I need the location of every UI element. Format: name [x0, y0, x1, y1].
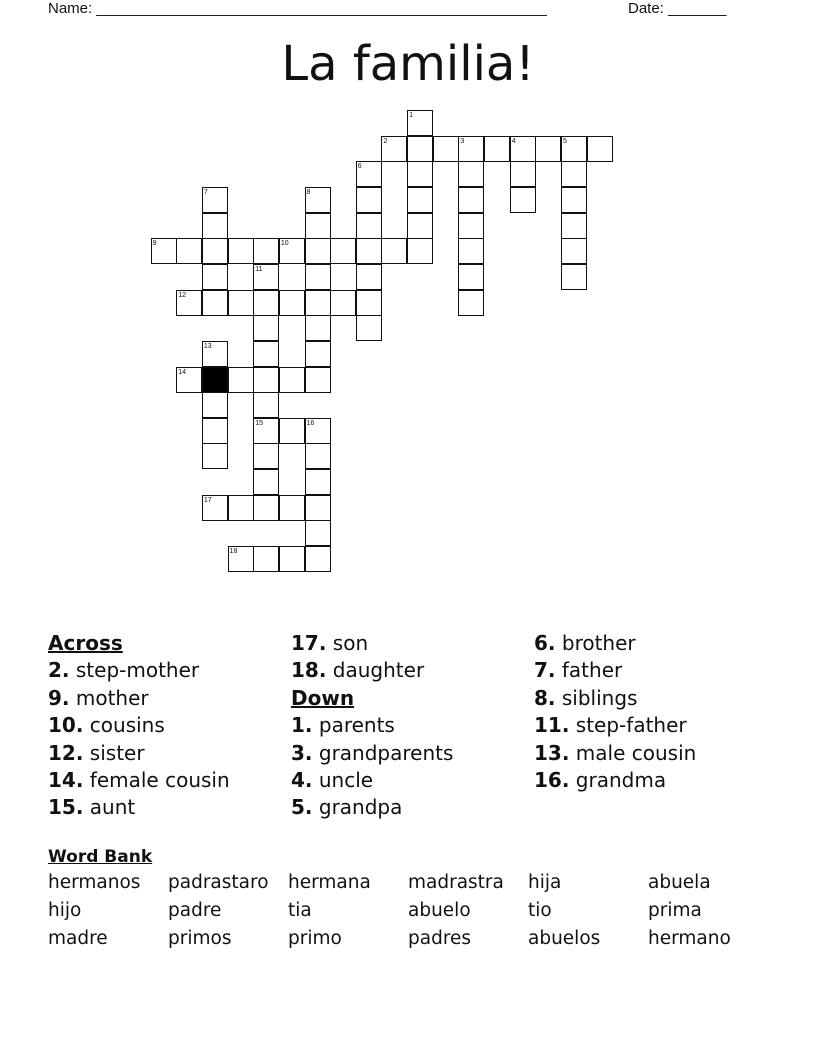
grid-cell[interactable]	[561, 161, 587, 187]
grid-cell[interactable]	[253, 392, 279, 418]
clue-item-number: 5.	[291, 795, 313, 820]
clue-item	[48, 712, 288, 739]
word-bank-word: hijo	[48, 900, 82, 921]
clue-number: 2	[383, 137, 388, 145]
word-bank-word: tia	[288, 900, 312, 921]
grid-cell[interactable]	[356, 213, 382, 239]
grid-cell[interactable]	[305, 315, 331, 341]
clue-item-number: 9.	[48, 685, 70, 710]
clue-item-number: 14.	[48, 768, 84, 793]
down-heading: Down	[291, 685, 355, 710]
grid-cell[interactable]	[305, 469, 331, 495]
clue-item	[534, 685, 774, 712]
clue-item-text: siblings	[555, 685, 638, 710]
clues-column-1	[48, 630, 288, 822]
grid-cell[interactable]	[407, 238, 433, 264]
grid-cell[interactable]	[330, 238, 356, 264]
grid-cell[interactable]	[381, 136, 407, 162]
grid-cell[interactable]	[305, 213, 331, 239]
grid-cell[interactable]	[202, 213, 228, 239]
grid-cell[interactable]	[356, 290, 382, 316]
grid-cell[interactable]	[305, 367, 331, 393]
grid-cell[interactable]	[305, 187, 331, 213]
grid-cell[interactable]	[253, 443, 279, 469]
grid-cell[interactable]	[305, 264, 331, 290]
grid-cell[interactable]	[202, 290, 228, 316]
grid-cell[interactable]	[202, 341, 228, 367]
grid-cell[interactable]	[458, 136, 484, 162]
grid-cell[interactable]	[407, 213, 433, 239]
grid-cell[interactable]	[228, 495, 254, 521]
grid-cell[interactable]	[202, 418, 228, 444]
name-field[interactable]: Name: ______________________________________________________	[48, 0, 547, 17]
grid-cell[interactable]	[253, 264, 279, 290]
word-bank-row	[48, 928, 788, 956]
grid-cell[interactable]	[279, 367, 305, 393]
grid-cell[interactable]	[253, 315, 279, 341]
page-title: La familia!	[281, 36, 535, 92]
grid-cell[interactable]	[458, 290, 484, 316]
grid-cell[interactable]	[305, 443, 331, 469]
grid-cell[interactable]	[253, 495, 279, 521]
clue-item-text: grandpa	[312, 795, 403, 820]
grid-cell[interactable]	[407, 136, 433, 162]
word-bank-row	[48, 872, 788, 900]
clue-item-text: uncle	[312, 768, 374, 793]
word-bank-word: abuelos	[528, 928, 601, 949]
clue-item	[534, 630, 774, 657]
grid-cell[interactable]	[228, 290, 254, 316]
clue-number: 4	[511, 137, 516, 145]
clues-column-2	[291, 630, 531, 822]
grid-cell[interactable]	[587, 136, 613, 162]
grid-cell[interactable]	[381, 238, 407, 264]
grid-cell[interactable]	[458, 213, 484, 239]
grid-cell[interactable]	[305, 238, 331, 264]
clue-number: 8	[306, 188, 311, 196]
grid-cell[interactable]	[202, 443, 228, 469]
clue-item-text: grandparents	[312, 740, 454, 765]
clue-item	[48, 740, 288, 767]
clue-item-number: 6.	[534, 631, 556, 655]
word-bank	[48, 872, 788, 956]
grid-cell[interactable]	[176, 367, 202, 393]
clue-item	[48, 685, 288, 712]
grid-cell[interactable]	[202, 392, 228, 418]
grid-cell[interactable]	[407, 161, 433, 187]
grid-cell[interactable]	[458, 264, 484, 290]
grid-cell[interactable]	[305, 290, 331, 316]
clue-item	[291, 630, 531, 657]
grid-cell[interactable]	[330, 290, 356, 316]
clue-number: 9	[152, 240, 157, 248]
clue-number: 13	[203, 342, 212, 350]
clue-item	[534, 657, 774, 684]
clue-item-number: 12.	[48, 740, 84, 765]
clue-item-number: 15.	[48, 795, 84, 820]
clue-item	[48, 767, 288, 794]
clue-number: 11	[255, 265, 263, 273]
clue-item-number: 8.	[534, 685, 556, 710]
across-heading: Across	[48, 631, 123, 655]
grid-cell[interactable]	[279, 495, 305, 521]
word-bank-word: madrastra	[408, 872, 504, 893]
grid-cell[interactable]	[561, 264, 587, 290]
clue-item	[291, 740, 531, 767]
clue-item-number: 16.	[534, 768, 570, 793]
grid-cell[interactable]	[433, 136, 459, 162]
clue-item	[291, 794, 531, 821]
clue-item-number: 3.	[291, 740, 313, 765]
word-bank-word: hermanos	[48, 872, 141, 893]
clue-item-text: step-father	[569, 713, 687, 738]
word-bank-word: tio	[528, 900, 552, 921]
clue-item-text: daughter	[326, 658, 425, 683]
clue-number: 15	[255, 419, 263, 427]
grid-cell[interactable]	[305, 418, 331, 444]
word-bank-word: madre	[48, 928, 108, 949]
grid-cell[interactable]	[253, 341, 279, 367]
grid-cell[interactable]	[458, 187, 484, 213]
clue-number: 14	[178, 368, 187, 376]
clue-item-number: 10.	[48, 713, 84, 738]
clues-section	[48, 630, 778, 830]
clue-item-text: brother	[555, 631, 636, 655]
grid-cell[interactable]	[305, 520, 331, 546]
word-bank-title: Word Bank	[48, 847, 153, 867]
clue-item-text: mother	[69, 685, 149, 710]
word-bank-word: abuelo	[408, 900, 471, 921]
grid-cell[interactable]	[356, 161, 382, 187]
grid-cell[interactable]	[407, 110, 433, 136]
black-cell	[202, 367, 228, 393]
clue-item-number: 18.	[291, 658, 327, 683]
clue-item	[534, 740, 774, 767]
clue-number: 3	[460, 137, 465, 145]
word-bank-word: prima	[648, 900, 702, 921]
word-bank-row	[48, 900, 788, 928]
clue-item-number: 11.	[534, 713, 570, 738]
grid-cell[interactable]	[151, 238, 177, 264]
clue-number: 1	[409, 112, 413, 119]
clue-item-number: 13.	[534, 740, 570, 765]
word-bank-word: primos	[168, 928, 232, 949]
grid-cell[interactable]	[561, 136, 587, 162]
clue-item	[534, 767, 774, 794]
grid-cell[interactable]	[176, 290, 202, 316]
grid-cell[interactable]	[305, 546, 331, 572]
grid-cell[interactable]	[305, 495, 331, 521]
clue-item-text: male cousin	[569, 740, 697, 765]
word-bank-word: primo	[288, 928, 342, 949]
grid-cell[interactable]	[228, 367, 254, 393]
grid-cell[interactable]	[305, 341, 331, 367]
clue-item	[534, 712, 774, 739]
clue-item-text: cousins	[83, 713, 165, 738]
word-bank-word: hermana	[288, 872, 371, 893]
clue-item-text: female cousin	[83, 768, 230, 793]
grid-cell[interactable]	[561, 187, 587, 213]
clue-item-number: 1.	[291, 713, 313, 738]
clue-item	[291, 767, 531, 794]
clue-item-number: 2.	[48, 658, 70, 683]
clue-item	[48, 657, 288, 684]
grid-cell[interactable]	[561, 213, 587, 239]
grid-cell[interactable]	[228, 238, 254, 264]
grid-cell[interactable]	[228, 546, 254, 572]
clue-number: 10	[280, 240, 289, 248]
grid-cell[interactable]	[202, 264, 228, 290]
clue-number: 5	[563, 137, 567, 145]
clue-item-text: son	[326, 631, 369, 655]
grid-cell[interactable]	[253, 290, 279, 316]
word-bank-word: hija	[528, 872, 562, 893]
clue-item-text: father	[555, 658, 623, 683]
grid-cell[interactable]	[253, 546, 279, 572]
grid-cell[interactable]	[356, 264, 382, 290]
grid-cell[interactable]	[176, 238, 202, 264]
clue-number: 12	[178, 291, 187, 299]
clue-number: 7	[203, 188, 208, 196]
word-bank-word: abuela	[648, 872, 711, 893]
clue-item-number: 4.	[291, 768, 313, 793]
clue-item-text: grandma	[569, 768, 667, 793]
grid-cell[interactable]	[253, 238, 279, 264]
grid-cell[interactable]	[458, 238, 484, 264]
grid-cell[interactable]	[407, 187, 433, 213]
grid-cell[interactable]	[279, 238, 305, 264]
grid-cell[interactable]	[202, 238, 228, 264]
grid-cell[interactable]	[279, 290, 305, 316]
grid-cell[interactable]	[202, 187, 228, 213]
clue-item	[48, 794, 288, 821]
grid-cell[interactable]	[510, 187, 536, 213]
grid-cell[interactable]	[253, 418, 279, 444]
clue-item-text: step-mother	[69, 658, 200, 683]
clues-column-3	[534, 630, 774, 794]
word-bank-word: padre	[168, 900, 222, 921]
word-bank-word: padres	[408, 928, 472, 949]
grid-cell[interactable]	[279, 418, 305, 444]
word-bank-word: hermano	[648, 928, 731, 949]
grid-cell[interactable]	[458, 161, 484, 187]
date-field[interactable]: Date: _______	[628, 0, 727, 17]
grid-cell[interactable]	[356, 315, 382, 341]
clue-item-number: 17.	[291, 631, 327, 655]
grid-cell[interactable]	[202, 495, 228, 521]
clue-item-text: aunt	[83, 795, 136, 820]
grid-cell[interactable]	[279, 546, 305, 572]
clue-number: 6	[357, 163, 362, 171]
grid-cell[interactable]	[253, 367, 279, 393]
grid-cell[interactable]	[253, 469, 279, 495]
clue-item	[291, 712, 531, 739]
clue-item-text: sister	[83, 740, 145, 765]
clue-item-number: 7.	[534, 658, 556, 683]
clue-number: 17	[203, 496, 212, 504]
clue-item-text: parents	[312, 713, 395, 738]
grid-cell[interactable]	[356, 187, 382, 213]
grid-cell[interactable]	[484, 136, 510, 162]
grid-cell[interactable]	[561, 238, 587, 264]
grid-cell[interactable]	[356, 238, 382, 264]
clue-item	[291, 657, 531, 684]
grid-cell[interactable]	[510, 136, 536, 162]
clue-number: 16	[306, 419, 315, 427]
grid-cell[interactable]	[510, 161, 536, 187]
clue-number: 18	[229, 548, 238, 556]
word-bank-word: padrastaro	[168, 872, 269, 893]
grid-cell[interactable]	[535, 136, 561, 162]
